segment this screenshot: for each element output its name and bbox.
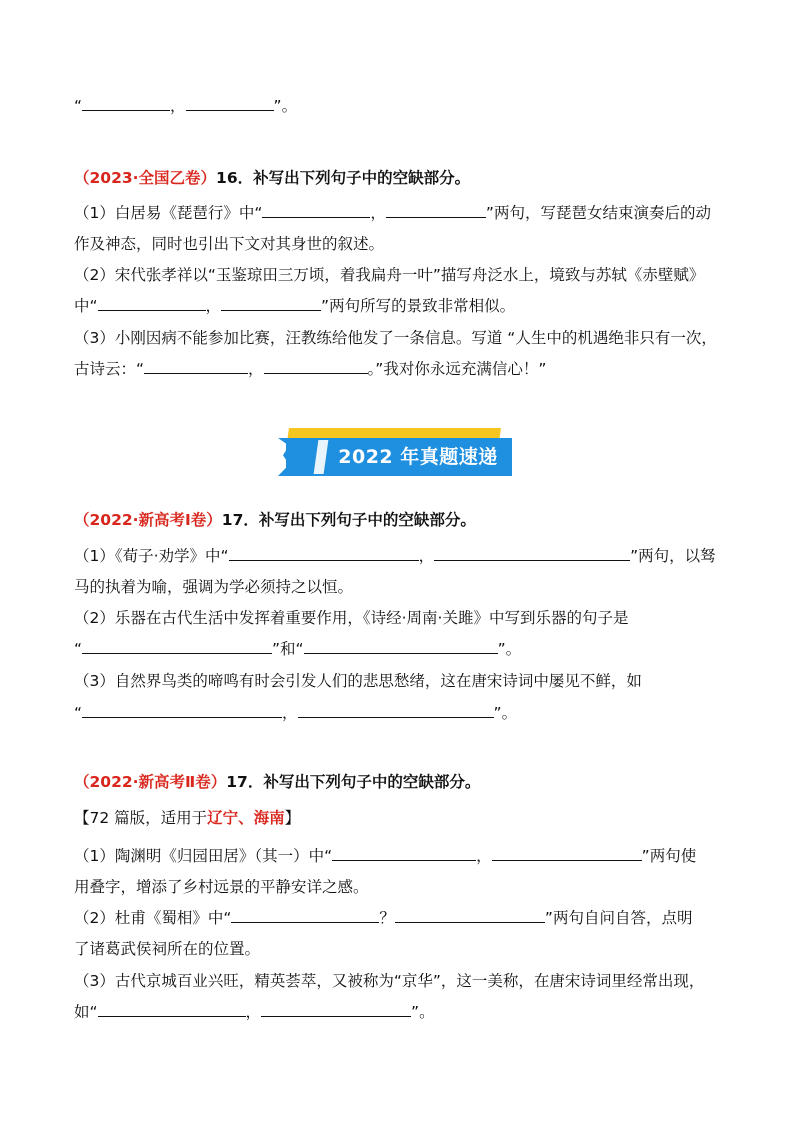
- answer-blank[interactable]: [98, 296, 206, 311]
- answer-blank[interactable]: [298, 703, 494, 718]
- question-title: 17．补写出下列句子中的空缺部分。: [221, 511, 476, 529]
- answer-blank[interactable]: [82, 703, 282, 718]
- source-tag: （2022·新高考Ⅱ卷）: [74, 773, 227, 791]
- question-item: （3）古代京城百业兴旺，精英荟萃，又被称为“京华”，这一美称，在唐宋诗词里经常出现，: [74, 972, 705, 990]
- question-item: （3）小刚因病不能参加比赛，汪教练给他发了一条信息。写道 “人生中的机遇绝非只有一次，: [74, 329, 717, 347]
- answer-blank[interactable]: [264, 359, 368, 374]
- answer-blank[interactable]: [231, 908, 379, 923]
- question-item: （2）杜甫《蜀相》中“ ？ ”两句自问自答，点明: [74, 909, 693, 927]
- question-item-cont: 马的执着为喻，强调为学必须持之以恒。: [74, 578, 354, 596]
- answer-blank[interactable]: [492, 846, 642, 861]
- question-item-cont: 古诗云：“ ， 。”我对你永远充满信心！”: [74, 360, 547, 378]
- answer-blank[interactable]: [332, 846, 476, 861]
- question-item: （1）《荀子·劝学》中“ ， ”两句，以驽: [74, 547, 716, 565]
- question-title: 16．补写出下列句子中的空缺部分。: [216, 169, 471, 187]
- question-header-2022-2: [74, 772, 480, 792]
- question-item-cont: 如“ ， ”。: [74, 1003, 435, 1021]
- question-item: （2）宋代张孝祥以“玉鉴琼田三万顷，着我扁舟一叶”描写舟泛水上，境致与苏轼《赤壁赋》: [74, 266, 705, 284]
- question-item-cont: 作及神态，同时也引出下文对其身世的叙述。: [74, 235, 385, 253]
- answer-blank[interactable]: [386, 203, 486, 218]
- question-item: （1）陶渊明《归园田居》（其一）中“ ， ”两句使: [74, 847, 697, 865]
- answer-blank[interactable]: [82, 639, 272, 654]
- question-item-cont: 了诸葛武侯祠所在的位置。: [74, 940, 261, 958]
- province-label: 辽宁、海南: [207, 809, 285, 827]
- question-item-cont: 用叠字，增添了乡村远景的平静安详之感。: [74, 878, 369, 896]
- answer-blank[interactable]: [229, 546, 419, 561]
- answer-blank[interactable]: [262, 203, 370, 218]
- answer-blank[interactable]: [261, 1002, 411, 1017]
- question-header-2022-1: [74, 510, 476, 530]
- answer-blank[interactable]: [434, 546, 630, 561]
- question-item-cont: 中“ ， ”两句所写的景致非常相似。: [74, 297, 516, 315]
- answer-blank[interactable]: [82, 96, 170, 111]
- question-item-cont: “ ”和“ ”。: [74, 640, 522, 658]
- answer-blank[interactable]: [186, 96, 274, 111]
- answer-blank[interactable]: [144, 359, 248, 374]
- question-item: （3）自然界鸟类的啼鸣有时会引发人们的悲思愁绪，这在唐宋诗词中屡见不鲜，如: [74, 672, 642, 690]
- source-tag: （2023·全国乙卷）: [74, 169, 217, 187]
- section-banner: [276, 424, 516, 480]
- source-tag: （2022·新高考Ⅰ卷）: [74, 511, 222, 529]
- edition-note: 【72 篇版，适用于辽宁、海南】: [74, 809, 301, 827]
- answer-blank[interactable]: [98, 1002, 246, 1017]
- question-item-cont: “ ， ”。: [74, 704, 518, 722]
- answer-blank[interactable]: [395, 908, 545, 923]
- answer-blank[interactable]: [304, 639, 498, 654]
- question-title: 17．补写出下列句子中的空缺部分。: [226, 773, 481, 791]
- question-header-2023: [74, 168, 470, 188]
- question-item: （2）乐器在古代生活中发挥着重要作用，《诗经·周南·关雎》中写到乐器的句子是: [74, 609, 629, 627]
- banner-title: 2022 年真题速递: [338, 446, 498, 468]
- answer-line-top: “ ， ”。: [74, 97, 298, 115]
- answer-blank[interactable]: [221, 296, 321, 311]
- question-item: （1）白居易《琵琶行》中“ ， ”两句，写琵琶女结束演奏后的动: [74, 204, 711, 222]
